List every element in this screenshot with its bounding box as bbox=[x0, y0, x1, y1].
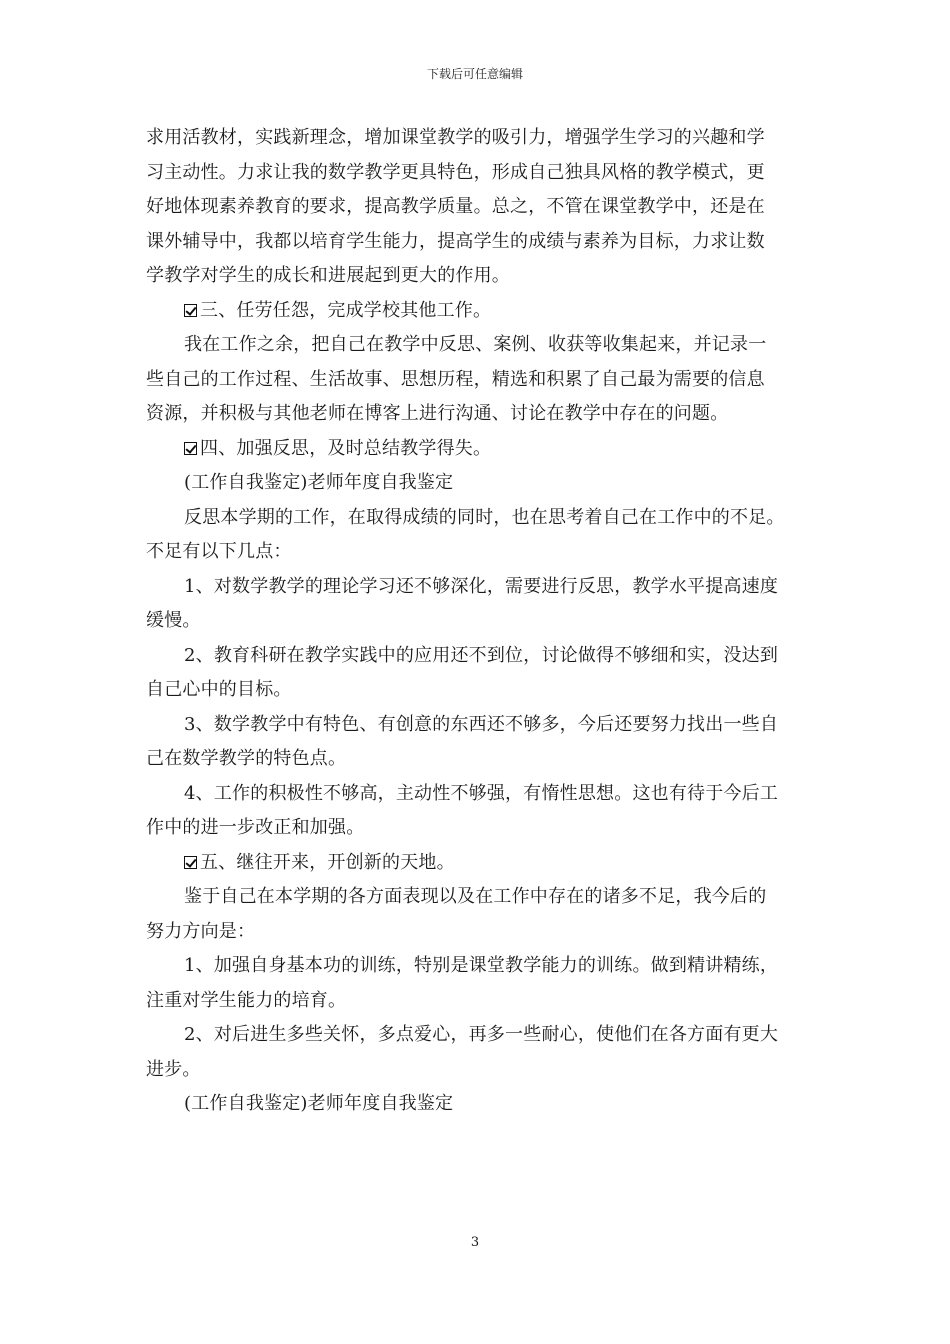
paragraph-line bbox=[146, 259, 814, 294]
paragraph-line bbox=[146, 604, 814, 639]
line-text: 注重对学生能力的培育。 bbox=[146, 989, 347, 1011]
paragraph-line bbox=[146, 535, 814, 570]
line-text: 四、加强反思，及时总结教学得失。 bbox=[200, 437, 492, 459]
line-text: 1、对数学教学的理论学习还不够深化，需要进行反思，教学水平提高速度 bbox=[184, 575, 779, 597]
section-heading bbox=[146, 846, 814, 881]
line-text: 好地体现素养教育的要求，提高教学质量。总之，不管在课堂教学中，还是在 bbox=[146, 196, 765, 217]
line-text: 不足有以下几点： bbox=[146, 541, 292, 562]
line-text: 努力方向是： bbox=[146, 920, 256, 942]
line-text: 4、工作的积极性不够高，主动性不够强，有惰性思想。这也有待于今后工 bbox=[184, 782, 779, 804]
line-text: 求用活教材，实践新理念，增加课堂教学的吸引力，增强学生学习的兴趣和学 bbox=[146, 127, 765, 148]
line-text: 3、数学教学中有特色、有创意的东西还不够多，今后还要努力找出一些自 bbox=[184, 713, 779, 735]
line-text: 反思本学期的工作，在取得成绩的同时，也在思考着自己在工作中的不足。 bbox=[184, 506, 785, 528]
paragraph-line bbox=[146, 190, 814, 225]
paragraph-line bbox=[146, 1018, 814, 1053]
line-text: 习主动性。力求让我的数学教学更具特色，形成自己独具风格的教学模式，更 bbox=[146, 161, 765, 183]
page-header: 下载后可任意编辑 bbox=[426, 67, 523, 81]
paragraph-line bbox=[146, 1053, 814, 1088]
paragraph-line bbox=[146, 673, 814, 708]
paragraph-line bbox=[146, 742, 814, 777]
paragraph-line bbox=[146, 915, 814, 950]
paragraph-line bbox=[146, 225, 814, 260]
line-text: 1、加强自身基本功的训练，特别是课堂教学能力的训练。做到精讲精练， bbox=[184, 955, 779, 976]
checkbox-checked-icon bbox=[184, 442, 197, 455]
line-text: 我在工作之余，把自己在教学中反思、案例、收获等收集起来，并记录一 bbox=[184, 334, 767, 355]
line-text: 五、继往开来，开创新的天地。 bbox=[200, 851, 455, 873]
paragraph-line bbox=[146, 397, 814, 432]
paragraph-line bbox=[146, 880, 814, 915]
line-text: (工作自我鉴定)老师年度自我鉴定 bbox=[184, 472, 454, 493]
paragraph-line bbox=[146, 328, 814, 363]
section-heading bbox=[146, 432, 814, 467]
line-text: (工作自我鉴定)老师年度自我鉴定 bbox=[184, 1093, 454, 1114]
paragraph-line bbox=[146, 570, 814, 605]
line-text: 些自己的工作过程、生活故事、思想历程，精选和积累了自己最为需要的信息 bbox=[146, 368, 765, 390]
checkbox-checked-icon bbox=[184, 304, 197, 317]
line-text: 2、对后进生多些关怀，多点爱心，再多一些耐心，使他们在各方面有更大 bbox=[184, 1024, 779, 1045]
line-text: 学教学对学生的成长和进展起到更大的作用。 bbox=[146, 265, 510, 286]
line-text: 鉴于自己在本学期的各方面表现以及在工作中存在的诸多不足，我今后的 bbox=[184, 886, 767, 907]
paragraph-line bbox=[146, 708, 814, 743]
paragraph-line bbox=[146, 639, 814, 674]
line-text: 自己心中的目标。 bbox=[146, 679, 292, 700]
line-text: 缓慢。 bbox=[146, 610, 201, 631]
checkbox-checked-icon bbox=[184, 856, 197, 869]
paragraph-line bbox=[146, 984, 814, 1019]
line-text: 资源，并积极与其他老师在博客上进行沟通、讨论在教学中存在的问题。 bbox=[146, 403, 729, 424]
document-body bbox=[146, 121, 814, 1122]
paragraph-line bbox=[146, 949, 814, 984]
section-heading bbox=[146, 294, 814, 329]
line-text: 2、教育科研在教学实践中的应用还不到位，讨论做得不够细和实，没达到 bbox=[184, 644, 779, 666]
page-number: 3 bbox=[470, 1235, 480, 1250]
paragraph-line bbox=[146, 121, 814, 156]
paragraph-line bbox=[146, 811, 814, 846]
paragraph-line bbox=[146, 501, 814, 536]
paragraph-line bbox=[146, 156, 814, 191]
line-text: 进步。 bbox=[146, 1058, 201, 1080]
paragraph-line bbox=[146, 466, 814, 501]
paragraph-line bbox=[146, 1087, 814, 1122]
paragraph-line bbox=[146, 777, 814, 812]
line-text: 作中的进一步改正和加强。 bbox=[146, 817, 365, 838]
paragraph-line bbox=[146, 363, 814, 398]
line-text: 课外辅导中，我都以培育学生能力，提高学生的成绩与素养为目标，力求让数 bbox=[146, 230, 765, 252]
line-text: 己在数学教学的特色点。 bbox=[146, 748, 347, 769]
line-text: 三、任劳任怨，完成学校其他工作。 bbox=[200, 299, 492, 321]
